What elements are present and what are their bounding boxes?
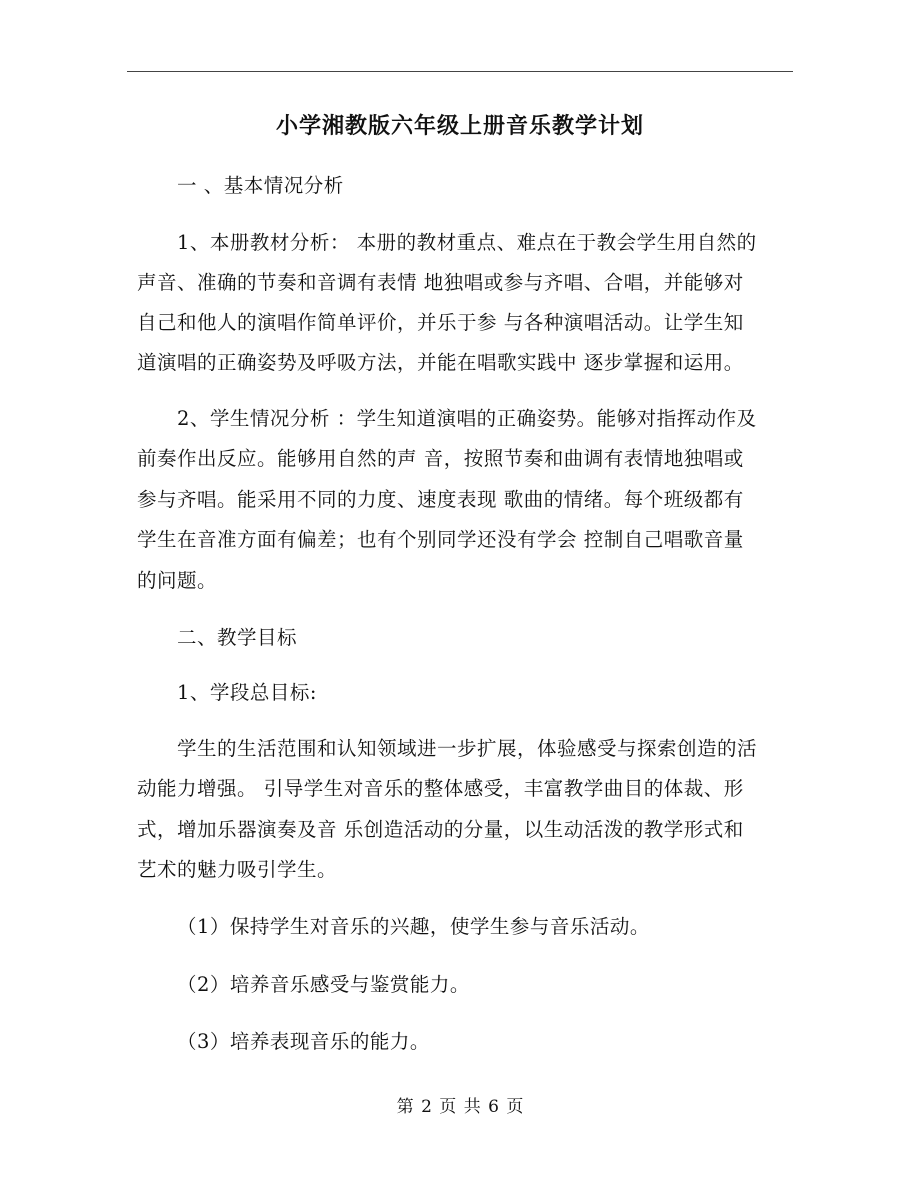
- paragraph-student-analysis-line-4: 学生在音准方面有偏差；也有个别同学还没有学会 控制自己唱歌音量: [137, 528, 744, 551]
- goal-item-3: （3）培养表现音乐的能力。: [177, 1030, 430, 1053]
- section-heading-basic-analysis: 一 、基本情况分析: [177, 174, 344, 197]
- paragraph-textbook-analysis-line-1: 1、本册教材分析： 本册的教材重点、难点在于教会学生用自然的: [177, 231, 757, 254]
- header-rule: [127, 71, 793, 72]
- document-title: 小学湘教版六年级上册音乐教学计划: [275, 113, 644, 139]
- subheading-overall-goal: 1、学段总目标:: [177, 681, 317, 704]
- paragraph-overall-goal-line-3: 式，增加乐器演奏及音 乐创造活动的分量，以生动活泼的教学形式和: [137, 818, 744, 841]
- paragraph-student-analysis-line-5: 的问题。: [137, 569, 218, 592]
- page-number: 第 2 页 共 6 页: [396, 1097, 524, 1117]
- paragraph-textbook-analysis-line-3: 自己和他人的演唱作简单评价，并乐于参 与各种演唱活动。让学生知: [137, 311, 744, 334]
- paragraph-textbook-analysis-line-2: 声音、准确的节奏和音调有表情 地独唱或参与齐唱、合唱，并能够对: [137, 271, 744, 294]
- goal-item-1: （1）保持学生对音乐的兴趣，使学生参与音乐活动。: [177, 915, 650, 938]
- section-heading-teaching-goals: 二、教学目标: [177, 626, 298, 649]
- paragraph-overall-goal-line-1: 学生的生活范围和认知领域进一步扩展，体验感受与探索创造的活: [177, 737, 758, 760]
- paragraph-student-analysis-line-1: 2、学生情况分析 ：学生知道演唱的正确姿势。能够对指挥动作及: [177, 407, 757, 430]
- goal-item-2: （2）培养音乐感受与鉴赏能力。: [177, 973, 470, 996]
- paragraph-student-analysis-line-2: 前奏作出反应。能够用自然的声 音，按照节奏和曲调有表情地独唱或: [137, 447, 744, 470]
- paragraph-overall-goal-line-4: 艺术的魅力吸引学生。: [137, 858, 338, 881]
- paragraph-textbook-analysis-line-4: 道演唱的正确姿势及呼吸方法，并能在唱歌实践中 逐步掌握和运用。: [137, 351, 744, 374]
- paragraph-overall-goal-line-2: 动能力增强。 引导学生对音乐的整体感受，丰富教学曲目的体裁、形: [137, 777, 744, 800]
- paragraph-student-analysis-line-3: 参与齐唱。能采用不同的力度、速度表现 歌曲的情绪。每个班级都有: [137, 488, 744, 511]
